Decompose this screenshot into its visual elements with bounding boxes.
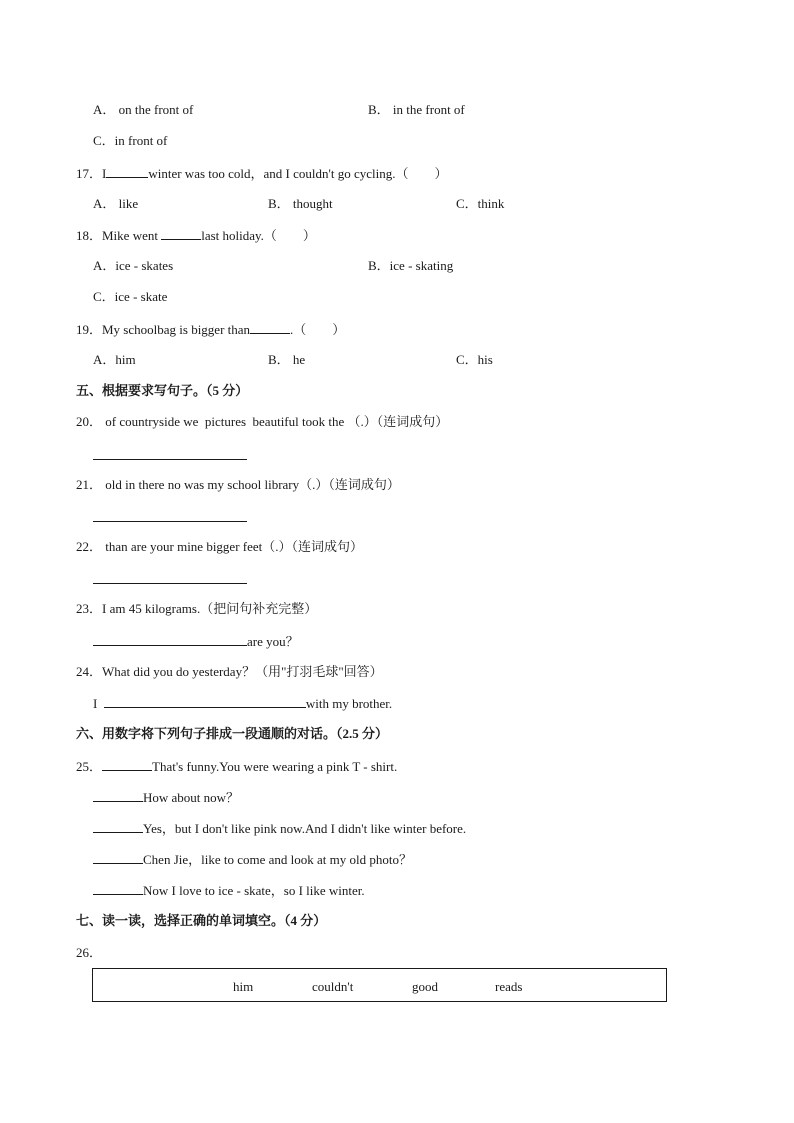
q16-option-a: A． on the front of [93, 102, 194, 117]
section-5-title: 五、根据要求写句子。（5 分） [76, 383, 249, 398]
q24-answer-suffix: with my brother. [305, 696, 393, 711]
q25-line-3 [93, 820, 466, 837]
q17-option-c: C．think [456, 196, 505, 211]
q25-order-blank[interactable] [93, 789, 143, 802]
q17-text: winter was too cold，and I couldn't go cycling.（ ） [148, 166, 448, 181]
q19-blank[interactable] [250, 321, 290, 334]
q24-text: 24．What did you do yesterday？（用"打羽毛球"回答） [76, 664, 383, 679]
q17-number: 17．I [76, 166, 107, 181]
q19-option-b: B． he [268, 352, 306, 367]
q18-option-a: A．ice - skates [93, 258, 174, 273]
q24-answer-prefix: I [93, 696, 104, 711]
q25-order-blank[interactable] [102, 758, 152, 771]
q21-text: 21． old in there no was my school library（.）（连词成句） [76, 477, 400, 492]
q18-stem [76, 227, 316, 244]
word-bank-item: good [412, 979, 438, 994]
q25-order-blank[interactable] [93, 851, 143, 864]
section-7-title: 七、读一读，选择正确的单词填空。（4 分） [76, 913, 327, 928]
q25-sentence: How about now？ [143, 790, 240, 805]
q19-stem [76, 321, 345, 338]
q18-option-c: C．ice - skate [93, 289, 168, 304]
q19-option-a: A．him [93, 352, 136, 367]
q25-sentence: Yes，but I don't like pink now.And I didn't like winter before. [143, 821, 467, 836]
q22-text: 22． than are your mine bigger feet（.）（连词成句） [76, 539, 364, 554]
word-bank-item: him [233, 979, 254, 994]
q20-answer-line[interactable] [93, 447, 247, 460]
q17-option-a: A． like [93, 196, 139, 211]
word-bank-item: reads [495, 979, 523, 994]
word-bank-box [92, 968, 667, 1002]
q25-number: 25． [76, 759, 103, 774]
q25-line-4 [93, 851, 412, 868]
q22-answer-line[interactable] [93, 571, 247, 584]
q26-number: 26． [76, 945, 103, 960]
q23-answer [93, 633, 299, 650]
q18-option-b: B．ice - skating [368, 258, 454, 273]
q25-line-5 [93, 882, 365, 899]
q25-line-1 [76, 758, 397, 775]
q18-blank[interactable] [161, 227, 201, 240]
q25-order-blank[interactable] [93, 820, 143, 833]
q24-answer-line[interactable] [104, 695, 306, 708]
q18-number: 18．Mike went [76, 228, 162, 243]
word-bank-item: couldn't [312, 979, 354, 994]
q17-stem [76, 165, 447, 182]
q16-option-c: C．in front of [93, 133, 168, 148]
q25-order-blank[interactable] [93, 882, 143, 895]
q25-sentence: That's funny.You were wearing a pink T - shirt. [152, 759, 398, 774]
q19-option-c: C．his [456, 352, 493, 367]
q23-answer-suffix: are you？ [247, 634, 299, 649]
q25-sentence: Chen Jie，like to come and look at my old photo？ [143, 852, 412, 867]
section-6-title: 六、用数字将下列句子排成一段通顺的对话。（2.5 分） [76, 726, 389, 741]
q17-option-b: B． thought [268, 196, 333, 211]
q17-blank[interactable] [106, 165, 148, 178]
q21-answer-line[interactable] [93, 509, 247, 522]
q20-text: 20． of countryside we pictures beautiful took the （.）（连词成句） [76, 414, 449, 429]
q23-text: 23．I am 45 kilograms.（把问句补充完整） [76, 601, 318, 616]
q19-text: 19．My schoolbag is bigger than [76, 322, 251, 337]
q19-end: .（ ） [290, 322, 346, 337]
q25-sentence: Now I love to ice - skate，so I like winter. [143, 883, 365, 898]
q16-option-b: B． in the front of [368, 102, 465, 117]
q23-answer-line[interactable] [93, 633, 247, 646]
q24-answer [93, 695, 392, 712]
q18-text: last holiday.（ ） [201, 228, 316, 243]
q25-line-2 [93, 789, 239, 806]
